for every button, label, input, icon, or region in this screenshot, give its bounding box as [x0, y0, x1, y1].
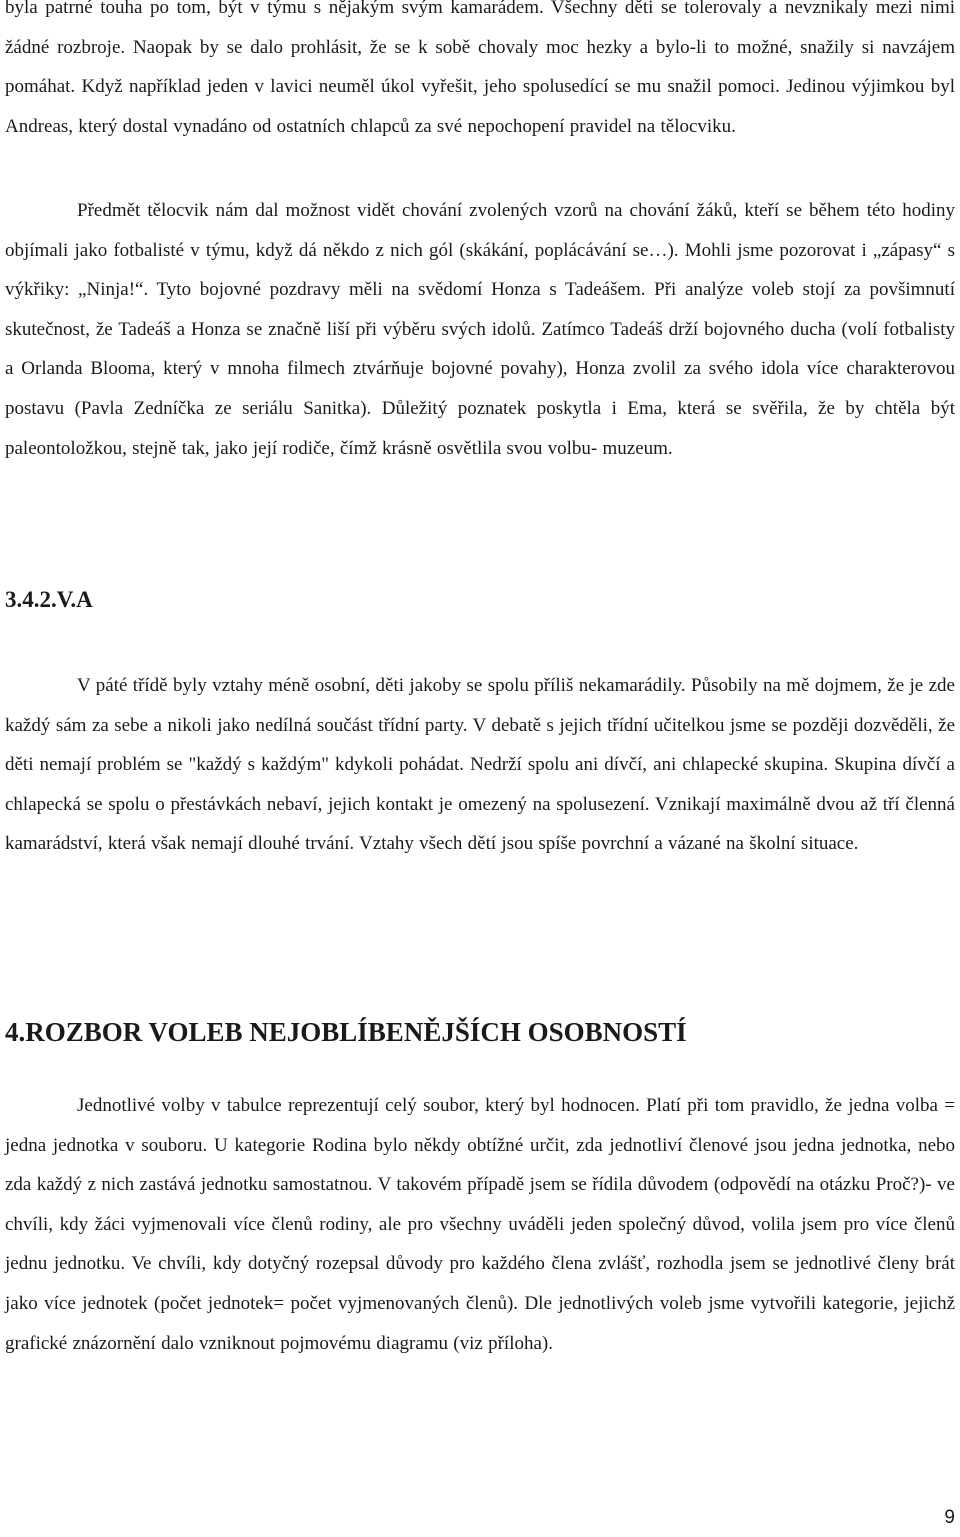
paragraph-class-relations: byla patrné touha po tom, být v týmu s nějakým svým kamarádem. Všechny děti se tolerovaly a nevznikaly mezi nimi žádné rozbroje. Naopak by se dalo prohlásit, že se k sobě chovaly moc hezky a bylo-li to možné, snažily si navzájem pomáhat. Když například jeden v lavici neuměl úkol vyřešit, jeho spolusedící se mu snažil pomoci. Jedinou výjimkou byl Andreas, který dostal vynadáno od ostatních chlapců za své nepochopení pravidel na tělocviku. [5, 0, 955, 137]
section-subheading: 3.4.2.V.A [5, 587, 93, 612]
paragraph-pe-observations: Předmět tělocvik nám dal možnost vidět chování zvolených vzorů na chování žáků, kteří se během této hodiny objímali jako fotbalisté v týmu, když dá někdo z nich gól (skákání, poplácávání se…). Mohli jsme pozorovat i „zápasy“ s výkřiky: „Ninja!“. Tyto bojovné pozdravy měli na svědomí Honza s Tadeášem. Při analýze voleb stojí za povšimnutí skutečnost, že Tadeáš a Honza se značně liší při výběru svých idolů. Zatímco Tadeáš drží bojovného ducha (volí fotbalisty a Orlanda Blooma, který v mnoha filmech ztvárňuje bojovné povahy), Honza zvolil za svého idola více charakterovou postavu (Pavla Zedníčka ze seriálu Sanitka). Důležitý poznatek poskytla i Ema, která se svěřila, že by chtěla být paleontoložkou, stejně tak, jako její rodiče, čímž krásně osvětlila svou volbu- muzeum. [5, 200, 955, 459]
chapter-heading: 4.ROZBOR VOLEB NEJOBLÍBENĚJŠÍCH OSOBNOSTÍ [5, 1017, 687, 1047]
page-number: 9 [944, 1507, 955, 1528]
paragraph-fifth-grade: V páté třídě byly vztahy méně osobní, děti jakoby se spolu příliš nekamarádily. Působily na mě dojmem, že je zde každý sám za sebe a nikoli jako nedílná součást třídní party. V debatě s jejich třídní učitelkou jsme se později dozvěděli, že děti nemají problém se "každý s každým" kdykoli pohádat. Nedrží spolu ani dívčí, ani chlapecké skupina. Skupina dívčí a chlapecká se spolu o přestávkách nebaví, jejich kontakt je omezený na spolusezení. Vznikají maximálně dvou až tří členná kamarádství, která však nemají dlouhé trvání. Vztahy všech dětí jsou spíše povrchní a vázané na školní situace. [5, 675, 955, 855]
paragraph-methodology: Jednotlivé volby v tabulce reprezentují celý soubor, který byl hodnocen. Platí při tom pravidlo, že jedna volba = jedna jednotka v souboru. U kategorie Rodina bylo někdy obtížné určit, zda jednotliví členové jsou jedna jednotka, nebo zda každý z nich zastává jednotku samostatnou. V takovém případě jsem se řídila důvodem (odpovědí na otázku Proč?)- ve chvíli, kdy žáci vyjmenovali více členů rodiny, ale pro všechny uváděli jeden společný důvod, volila jsem pro více členů jednu jednotku. Ve chvíli, kdy dotyčný rozepsal důvody pro každého člena zvlášť, rozhodla jsem se jednotlivé členy brát jako více jednotek (počet jednotek= počet vyjmenovaných členů). Dle jednotlivých voleb jsme vytvořili kategorie, jejichž grafické znázornění dalo vzniknout pojmovému diagramu (viz příloha). [5, 1095, 955, 1354]
